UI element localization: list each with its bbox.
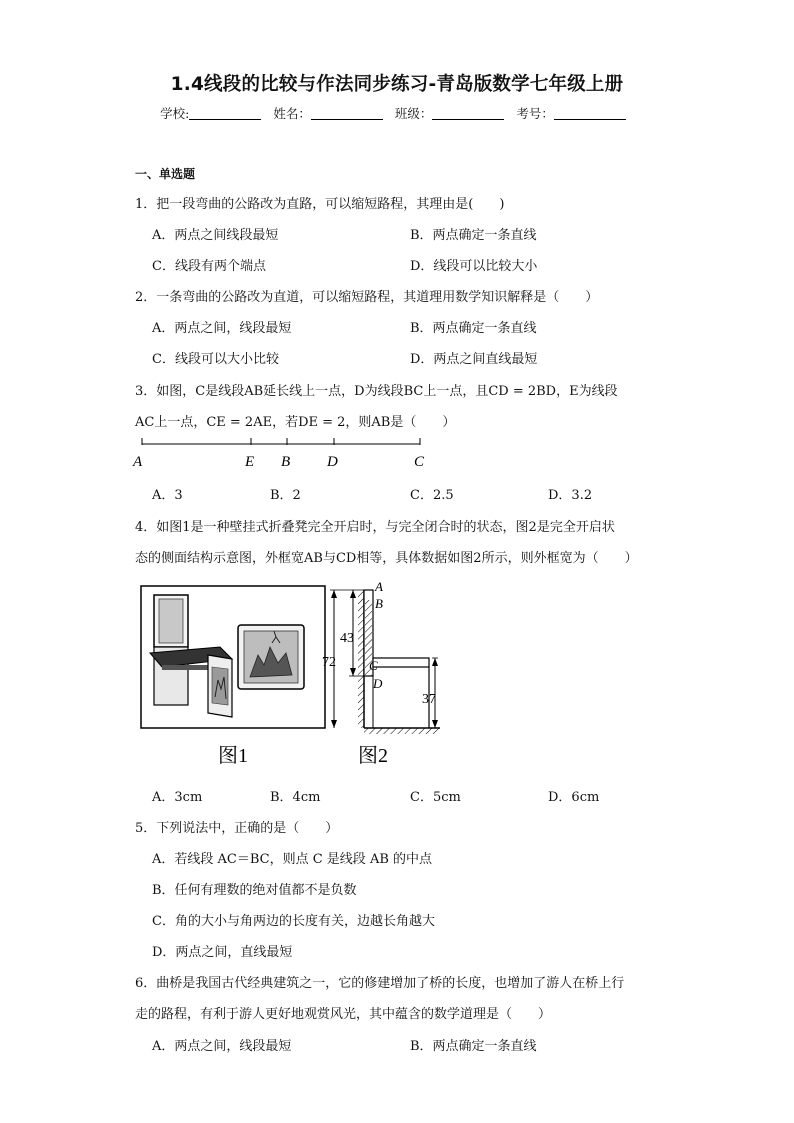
q5-option-c: C．角的大小与角两边的长度有关，边越长角越大	[152, 914, 435, 929]
point-e-label: E	[245, 454, 255, 470]
q6-stem-line1: 6．曲桥是我国古代经典建筑之一，它的修建增加了桥的长度，也增加了游人在桥上行	[135, 976, 625, 991]
q2-option-d: D．两点之间直线最短	[410, 352, 538, 367]
backboard-inner	[159, 599, 183, 643]
number-field[interactable]	[554, 107, 626, 120]
dim-43-label: 43	[340, 631, 354, 646]
q4-option-d: D．6cm	[548, 790, 600, 805]
segment-figure	[130, 434, 440, 474]
figure-2	[320, 578, 470, 773]
point-a-label: A	[133, 454, 143, 470]
figure-1-caption: 图1	[218, 745, 248, 767]
school-field[interactable]	[189, 107, 261, 120]
q1-option-a: A．两点之间线段最短	[152, 228, 279, 243]
q3-option-a: A．3	[152, 488, 183, 503]
q4-option-b: B．4cm	[270, 790, 321, 805]
figure-1	[140, 585, 330, 770]
dim-72-label: 72	[322, 655, 336, 670]
q4-option-a: A．3cm	[152, 790, 203, 805]
dim-72-arrow-top	[331, 590, 337, 598]
dim-37-label: 37	[422, 692, 436, 707]
q2-option-b: B．两点确定一条直线	[410, 321, 537, 336]
class-label: 班级：	[394, 106, 433, 121]
q5-option-d: D．两点之间，直线最短	[152, 945, 293, 960]
fig2-point-d: D	[373, 676, 383, 691]
q5-stem: 5．下列说法中，正确的是（ ）	[135, 821, 339, 836]
q2-option-c: C．线段可以大小比较	[152, 352, 279, 367]
q5-option-a: A．若线段 AC＝BC，则点 C 是线段 AB 的中点	[152, 852, 433, 867]
q3-option-c: C．2.5	[410, 488, 454, 503]
dim-43-arrow-bottom	[350, 668, 356, 676]
q4-stem-line2: 态的侧面结构示意图，外框宽AB与CD相等，具体数据如图2所示，则外框宽为（ ）	[135, 551, 638, 566]
dim-72-arrow-bottom	[331, 720, 337, 728]
q6-stem-line2: 走的路程，有利于游人更好地观赏风光，其中蕴含的数学道理是（ ）	[135, 1007, 552, 1022]
name-field[interactable]	[311, 107, 383, 120]
q2-stem: 2．一条弯曲的公路改为直道，可以缩短路程，其道理用数学知识解释是（ ）	[135, 290, 599, 305]
figure-2-caption: 图2	[358, 745, 388, 767]
q1-option-d: D．线段可以比较大小	[410, 259, 538, 274]
fig2-point-b: B	[375, 596, 383, 611]
q1-stem: 1．把一段弯曲的公路改为直路，可以缩短路程，其理由是( )	[135, 197, 505, 212]
page-title: 1.4线段的比较与作法同步练习-青岛版数学七年级上册	[170, 74, 624, 95]
seat-board	[373, 658, 429, 667]
section-title: 一、单选题	[135, 167, 196, 181]
point-b-label: B	[281, 454, 291, 470]
q3-option-b: B．2	[270, 488, 301, 503]
q4-stem-line1: 4．如图1是一种壁挂式折叠凳完全开启时，与完全闭合时的状态，图2是完全开启状	[135, 520, 615, 535]
dim-43-arrow-top	[350, 590, 356, 598]
dim-37-arrow-bottom	[432, 720, 438, 728]
class-field[interactable]	[432, 107, 504, 120]
fig2-point-a: A	[375, 579, 383, 594]
point-c-label: C	[414, 454, 425, 470]
q1-option-b: B．两点确定一条直线	[410, 228, 537, 243]
q4-option-c: C．5cm	[410, 790, 461, 805]
q5-option-b: B．任何有理数的绝对值都不是负数	[152, 883, 357, 898]
wall-hatch	[358, 590, 364, 728]
q3-stem-line1: 3．如图，C是线段AB延长线上一点，D为线段BC上一点，且CD = 2BD，E为线段	[135, 384, 618, 399]
q6-option-a: A．两点之间，线段最短	[152, 1039, 292, 1054]
q1-option-c: C．线段有两个端点	[152, 259, 266, 274]
q2-option-a: A．两点之间，线段最短	[152, 321, 292, 336]
q3-option-d: D．3.2	[548, 488, 593, 503]
point-d-label: D	[327, 454, 338, 470]
school-label: 学校:	[160, 106, 190, 121]
student-info-row	[0, 104, 794, 122]
fig2-point-c: C	[369, 658, 378, 673]
name-label: 姓名：	[273, 106, 311, 121]
dim-37-arrow-top	[432, 658, 438, 666]
q3-stem-line2: AC上一点，CE = 2AE，若DE = 2，则AB是（ ）	[135, 415, 456, 430]
floor-hatch	[364, 728, 440, 734]
number-label: 考号：	[516, 106, 554, 121]
q6-option-b: B．两点确定一条直线	[410, 1039, 537, 1054]
